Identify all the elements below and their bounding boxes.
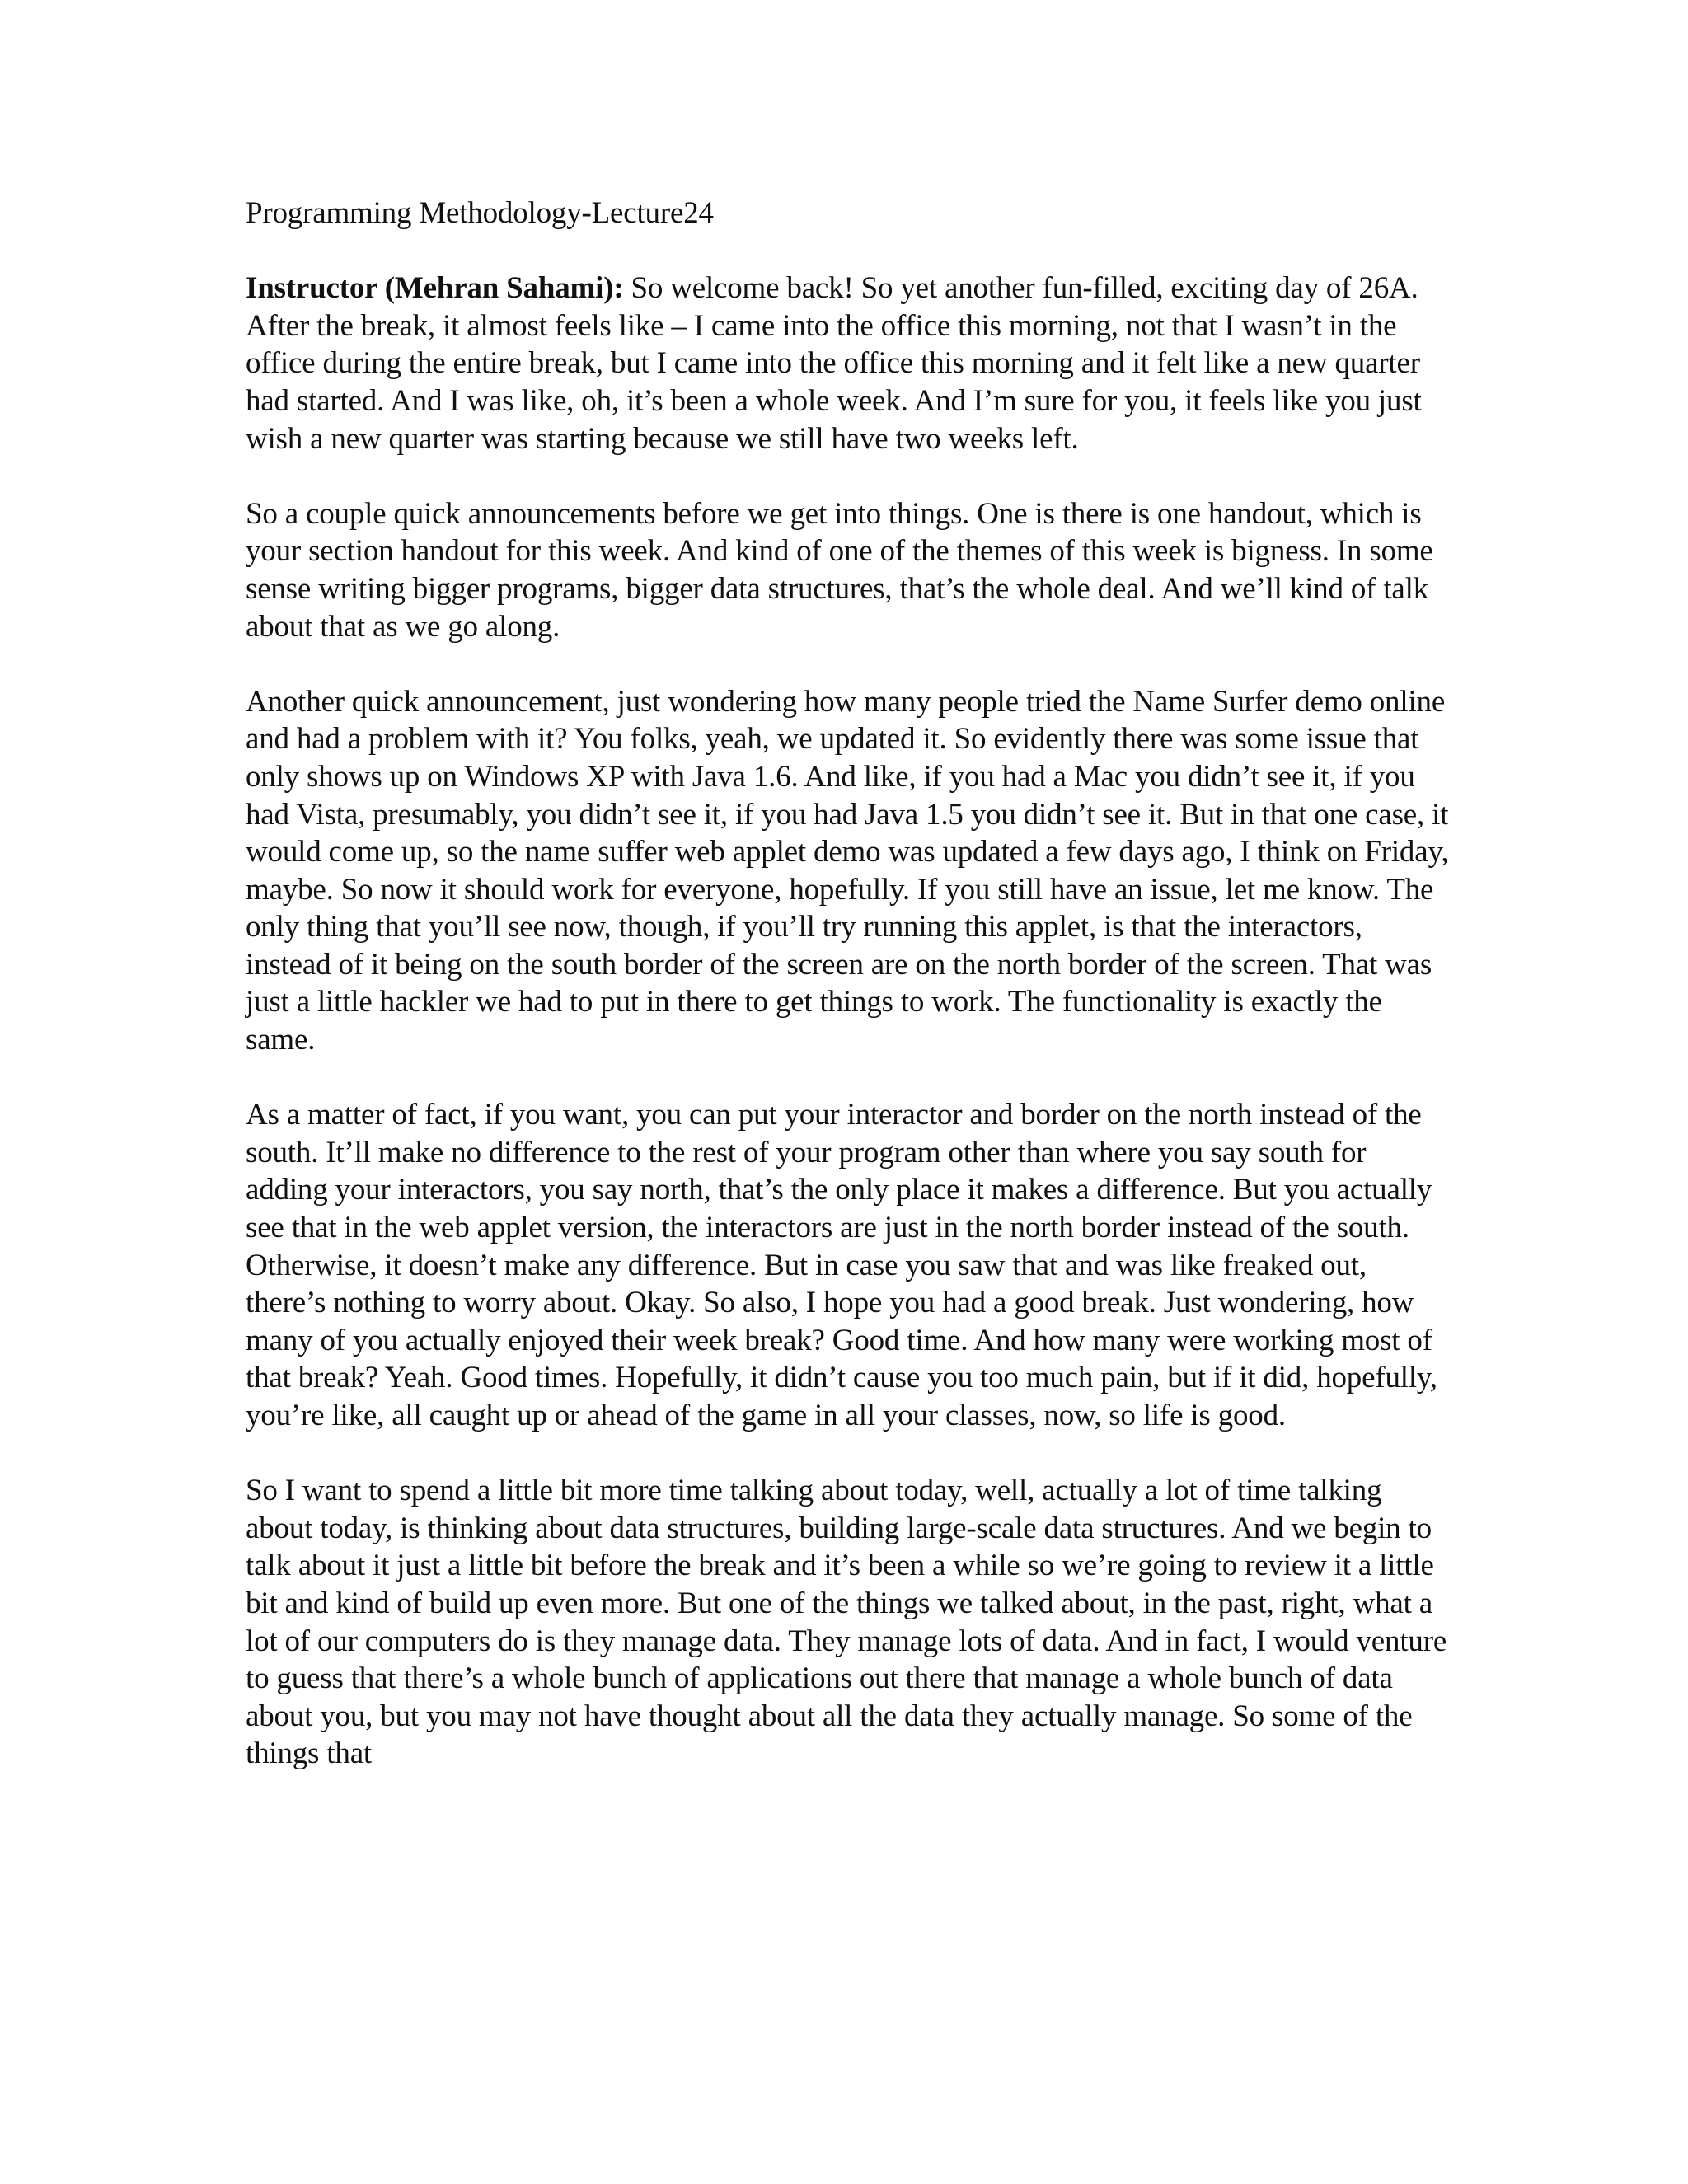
paragraph-3: Another quick announcement, just wondering how many people tried the Name Surfer demo online and had a problem with it? You folks, yeah, we updated it. So evidently there was some issue that only shows up on Windows XP with Java 1.6. And like, if you had a Mac you didn’t see it, if you had Vista, presumably, you didn’t see it, if you had Java 1.5 you didn’t see it. But in that one case, it would come up, so the name suffer web applet demo was updated a few days ago, I think on Friday, maybe. So now it should work for everyone, hopefully. If you still have an issue, let me know. The only thing that you’ll see now, though, if you’ll try running this applet, is that the interactors, instead of it being on the south border of the screen are on the north border of the screen. That was just a little hackler we had to put in there to get things to work. The functionality is exactly the same. [246, 684, 1449, 1057]
paragraph-2: So a couple quick announcements before we get into things. One is there is one handout, which is your section handout for this week. And kind of one of the themes of this week is bigness. In some sense writing bigger programs, bigger data structures, that’s the whole deal. And we’ll kind of talk about that as we go along. [246, 496, 1433, 644]
document-body [246, 194, 1449, 1811]
document-title: Programming Methodology-Lecture24 [246, 196, 714, 230]
paragraph-4: As a matter of fact, if you want, you can put your interactor and border on the north instead of the south. It’ll make no difference to the rest of your program other than where you say south for adding your interactors, you say north, that’s the only place it makes a difference. But you actually see that in the web applet version, the interactors are just in the north border instead of the south. Otherwise, it doesn’t make any difference. But in case you saw that and was like freaked out, there’s nothing to worry about. Okay. So also, I hope you had a good break. Just wondering, how many of you actually enjoyed their week break? Good time. And how many were working most of that break? Yeah. Good times. Hopefully, it didn’t cause you too much pain, but if it did, hopefully, you’re like, all caught up or ahead of the game in all your classes, now, so life is good. [246, 1098, 1437, 1432]
paragraph-1-text: So welcome back! So yet another fun-filled, exciting day of 26A. After the break, it almost feels like – I came into the office this morning, not that I wasn’t in the office during the entire break, but I came into the office this morning and it felt like a new quarter had started. And I was like, oh, it’s been a whole week. And I’m sure for you, it feels like you just wish a new quarter was starting because we still have two weeks left. [246, 271, 1422, 456]
paragraph-1 [246, 269, 1449, 457]
paragraph-5: So I want to spend a little bit more time talking about today, well, actually a lot of time talking about today, is thinking about data structures, building large-scale data structures. And we begin to talk about it just a little bit before the break and it’s been a while so we’re going to review it a little bit and kind of build up even more. But one of the things we talked about, in the past, right, what a lot of our computers do is they manage data. They manage lots of data. And in fact, I would venture to guess that there’s a whole bunch of applications out there that manage a whole bunch of data about you, but you may not have thought about all the data they actually manage. So some of the things that [246, 1474, 1447, 1771]
speaker-label: Instructor (Mehran Sahami): [246, 271, 624, 306]
